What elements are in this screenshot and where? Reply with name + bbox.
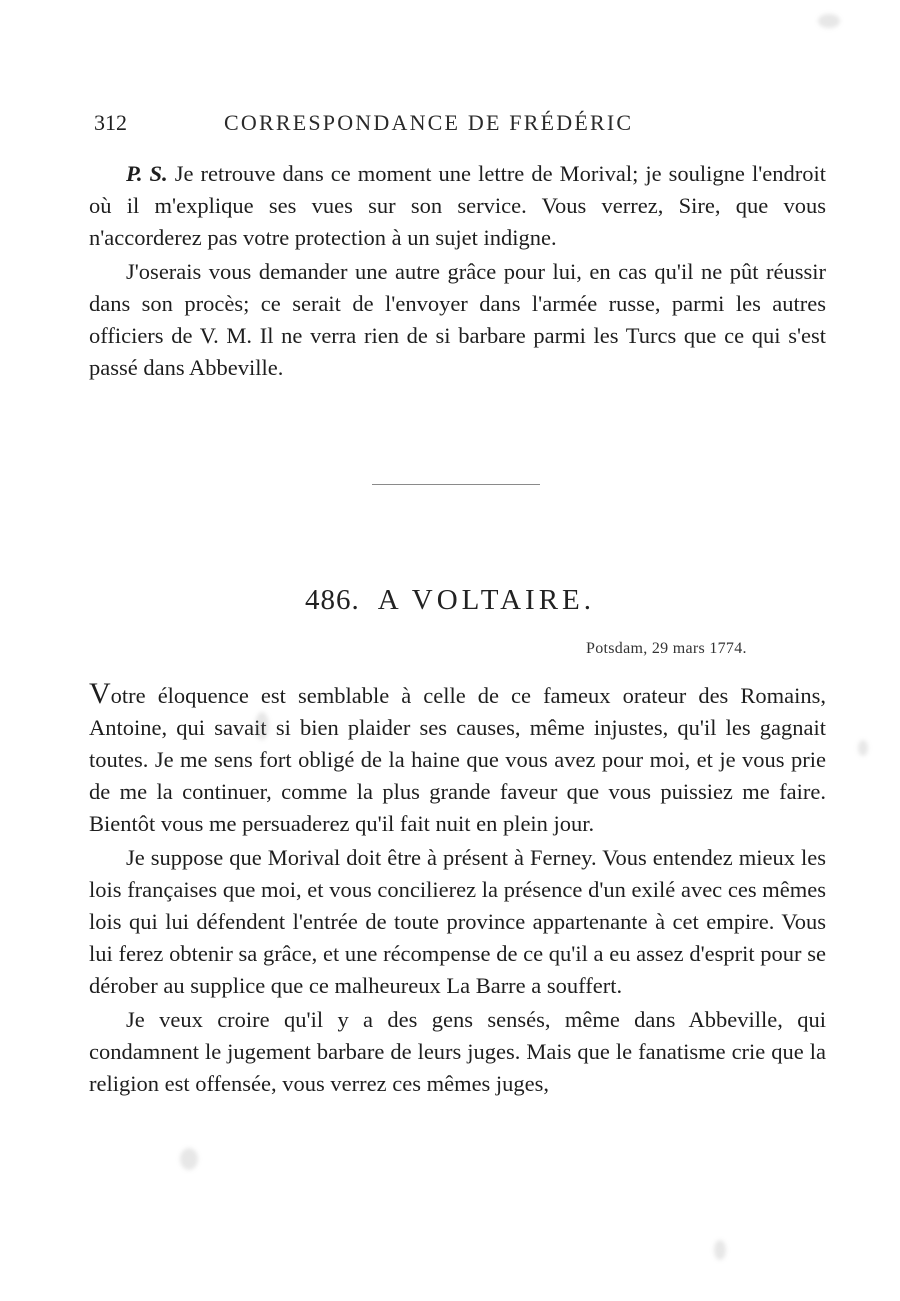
running-head: [94, 110, 834, 140]
letter-body: [89, 677, 826, 1100]
letter-paragraph: [89, 677, 826, 840]
paper-stain: [255, 712, 269, 740]
letter-heading: [0, 584, 900, 617]
letter-recipient: A VOLTAIRE.: [377, 584, 596, 616]
postscript-text: Je retrouve dans ce moment une lettre de Morival; je souligne l'endroit où il m'explique ses vues sur son service. Vous verrez, Sire, que vous n'accorderez pas votre protection à un sujet indigne.: [89, 161, 826, 250]
letter-paragraph: Je suppose que Morival doit être à présent à Ferney. Vous entendez mieux les lois françaises que moi, et vous concilierez la présence d'un exilé avec ces mêmes lois qui lui défendent l'entrée de toute province appartenante à cet empire. Vous lui ferez obtenir sa grâce, et une récompense de ce qu'il a eu assez d'esprit pour se dérober au supplice que ce malheureux La Barre a souffert.: [89, 845, 826, 998]
postscript-paragraph: J'oserais vous demander une autre grâce pour lui, en cas qu'il ne pût réussir dans son procès; ce serait de l'envoyer dans l'armée russe, parmi les autres officiers de V. M. Il ne verra rien de si barbare parmi les Turcs que ce qui s'est passé dans Abbeville.: [89, 259, 826, 380]
letter-paragraph-text: otre éloquence est semblable à celle de ce fameux orateur des Romains, Antoine, qui savait si bien plaider ses causes, même injustes, qu'il les gagnait toutes. Je me sens fort obligé de la haine que vous avez pour moi, et je vous prie de me la continuer, comme la plus grande faveur que vous puissiez me faire. Bientôt vous me persuaderez qu'il fait nuit en plein jour.: [89, 683, 826, 836]
paper-stain: [714, 1240, 726, 1260]
section-divider: [372, 484, 540, 485]
paper-stain: [858, 740, 868, 756]
letter-dateline: Potsdam, 29 mars 1774.: [586, 640, 747, 657]
page-number: 312: [94, 110, 127, 135]
paper-stain: [818, 14, 840, 28]
drop-cap: V: [89, 677, 111, 710]
letter-paragraph: Je veux croire qu'il y a des gens sensés, même dans Abbeville, qui condamnent le jugement barbare de leurs juges. Mais que le fanatisme crie que la religion est offensée, vous verrez ces mêmes juges,: [89, 1007, 826, 1096]
postscript-label: P. S.: [126, 161, 168, 186]
running-title: CORRESPONDANCE DE FRÉDÉRIC: [224, 110, 634, 135]
letter-number: 486.: [304, 584, 360, 616]
postscript-section: [89, 158, 826, 384]
paper-stain: [180, 1148, 198, 1170]
postscript-paragraph: [89, 158, 826, 254]
